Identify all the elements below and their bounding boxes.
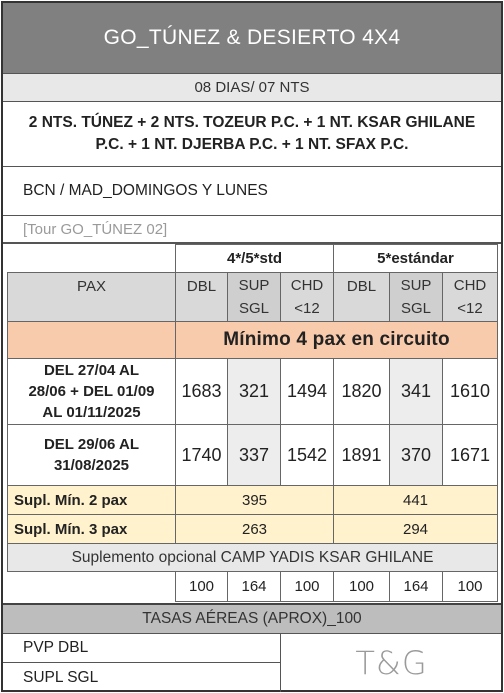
chd-label: CHD [290, 277, 324, 294]
blank-cell [8, 572, 176, 602]
supl-sgl-label: SUPL SGL [3, 663, 281, 692]
supplement-row [8, 486, 498, 515]
supplement-value: 263 [176, 515, 334, 544]
camp-value: 100 [176, 572, 228, 602]
supplement-value: 395 [176, 486, 334, 515]
sgl-label: SGL [238, 300, 269, 317]
supplement-value: 294 [334, 515, 498, 544]
table-row [8, 425, 498, 486]
column-header-row [8, 273, 498, 322]
tour-duration: 08 DIAS/ 07 NTS [3, 74, 501, 102]
price-cell: 1683 [176, 359, 228, 425]
dbl-header: DBL [176, 273, 228, 322]
itinerary-line-2: P.C. + 1 NT. DJERBA P.C. + 1 NT. SFAX P.C. [95, 136, 409, 153]
camp-value: 100 [281, 572, 334, 602]
blank-cell [8, 322, 176, 359]
sup-label: SUP [238, 277, 270, 294]
supplement-row [8, 515, 498, 544]
camp-supplement-label: Suplemento opcional CAMP YADIS KSAR GHILANE [8, 544, 498, 572]
camp-values-row [8, 572, 498, 602]
camp-value: 100 [443, 572, 498, 602]
price-cell: 1542 [281, 425, 334, 486]
rates-table [7, 244, 498, 602]
tour-code: [Tour GO_TÚNEZ 02] [3, 216, 501, 244]
chd-age-label: <12 [457, 300, 483, 317]
price-cell: 1891 [334, 425, 390, 486]
camp-value: 164 [390, 572, 443, 602]
tour-price-sheet [1, 1, 503, 692]
period-label [8, 359, 176, 425]
sgl-label: SGL [401, 300, 432, 317]
price-cell: 1671 [443, 425, 498, 486]
sup-label: SUP [400, 277, 432, 294]
category-header-row [8, 245, 498, 273]
airport-taxes: TASAS AÉREAS (APROX)_100 [3, 603, 501, 634]
period-label [8, 425, 176, 486]
price-cell: 337 [228, 425, 281, 486]
table-row [8, 359, 498, 425]
supplement-label: Supl. Mín. 2 pax [8, 486, 176, 515]
price-cell: 1494 [281, 359, 334, 425]
departures: BCN / MAD_DOMINGOS Y LUNES [3, 167, 501, 216]
category-estandar: 5*estándar [334, 245, 498, 273]
price-cell: 1740 [176, 425, 228, 486]
pax-header: PAX [8, 273, 176, 322]
camp-supplement-row [8, 544, 498, 572]
minimum-row [8, 322, 498, 359]
camp-value: 164 [228, 572, 281, 602]
price-cell: 1610 [443, 359, 498, 425]
supplement-label: Supl. Mín. 3 pax [8, 515, 176, 544]
blank-cell [8, 245, 176, 273]
sup-sgl-header [228, 273, 281, 322]
period-label-line: AL 01/11/2025 [42, 404, 141, 421]
price-cell: 341 [390, 359, 443, 425]
period-label-line: 28/06 + DEL 01/09 [28, 383, 155, 400]
chd-age-label: <12 [294, 300, 320, 317]
tour-title: GO_TÚNEZ & DESIERTO 4X4 [3, 3, 501, 74]
chd-header [281, 273, 334, 322]
camp-value: 100 [334, 572, 390, 602]
chd-label: CHD [453, 277, 487, 294]
price-cell: 1820 [334, 359, 390, 425]
itinerary [3, 102, 501, 167]
period-label-line: DEL 29/06 AL [43, 436, 140, 453]
sup-sgl-header [390, 273, 443, 322]
supplement-value: 441 [334, 486, 498, 515]
price-cell: 321 [228, 359, 281, 425]
pvp-dbl-label: PVP DBL [3, 634, 281, 663]
category-std: 4*/5*std [176, 245, 334, 273]
itinerary-line-1: 2 NTS. TÚNEZ + 2 NTS. TOZEUR P.C. + 1 NT. KSAR GHILANE [28, 114, 476, 131]
minimum-note: Mínimo 4 pax en circuito [176, 322, 498, 359]
dbl-header: DBL [334, 273, 390, 322]
period-label-line: DEL 27/04 AL [43, 362, 140, 379]
brand-logo: T&G [355, 644, 428, 682]
period-label-line: 31/08/2025 [53, 457, 130, 474]
chd-header [443, 273, 498, 322]
price-cell: 370 [390, 425, 443, 486]
